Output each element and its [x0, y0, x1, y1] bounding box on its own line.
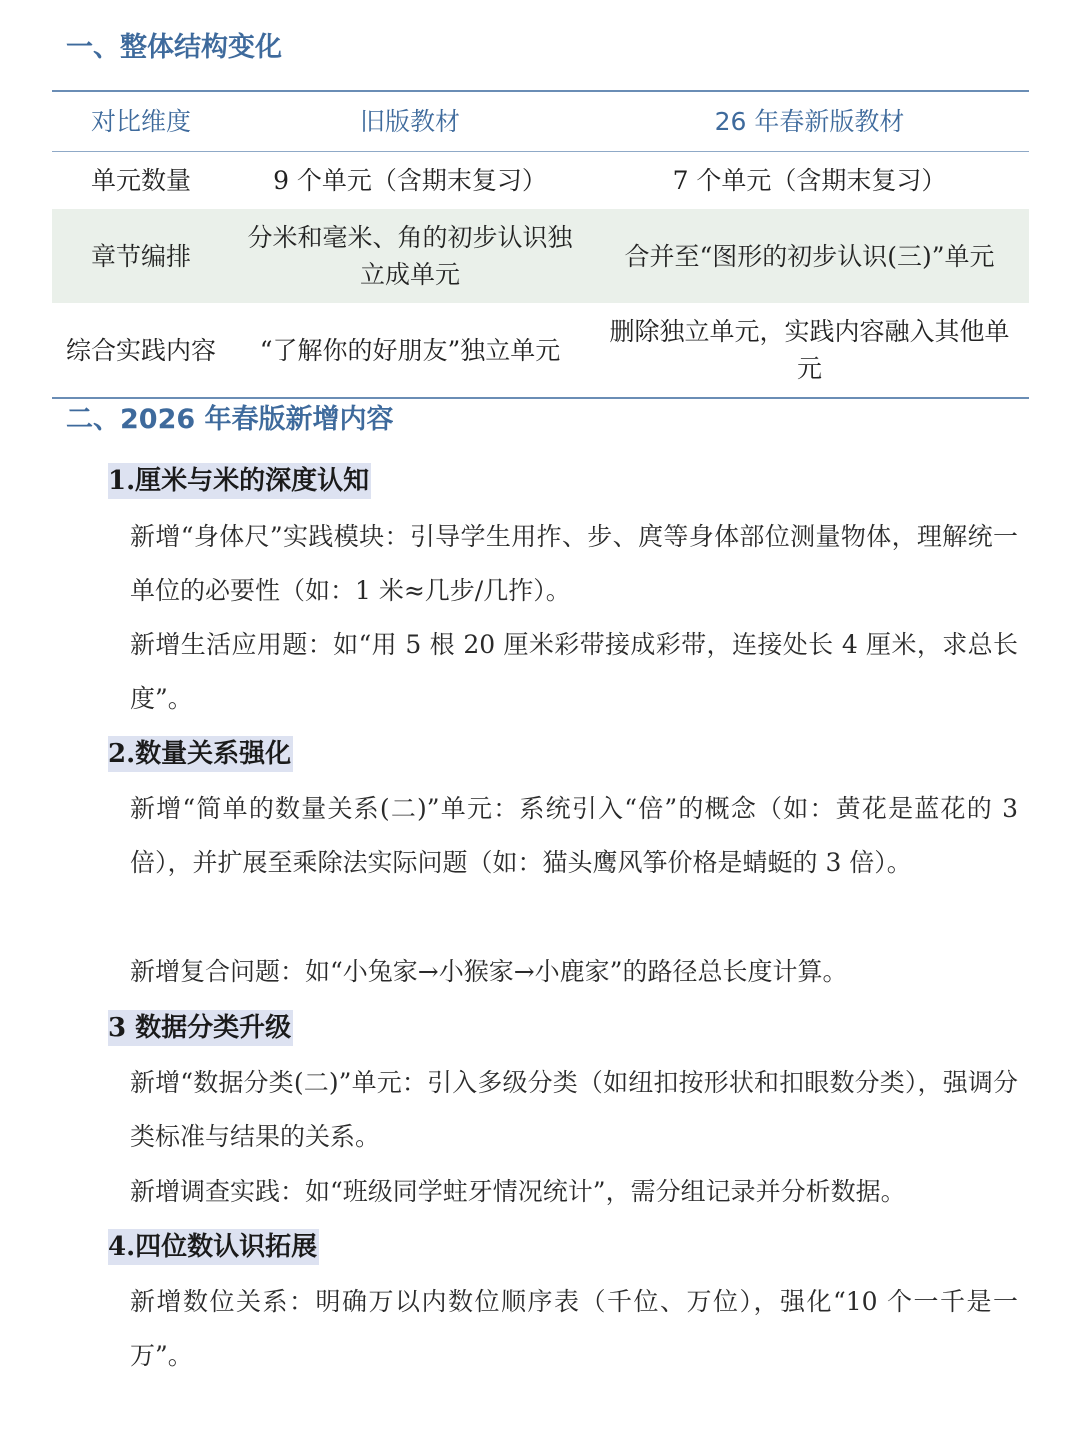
table-cell: 综合实践内容 [65, 335, 216, 365]
header-old-edition: 旧版教材 [230, 91, 590, 152]
section-title-structure: 一、整体结构变化 [66, 32, 282, 63]
header-new-edition: 26 年春新版教材 [590, 91, 1029, 152]
paragraph: 新增生活应用题：如“用 5 根 20 厘米彩带接成彩带，连接处长 4 厘米，求总长度”。 [130, 630, 1018, 713]
header-dimension: 对比维度 [52, 91, 230, 152]
table-cell: 单元数量 [90, 166, 191, 195]
table-cell: “了解你的好朋友”独立单元 [259, 335, 561, 365]
table-cell: 分米和毫米、角的初步认识独立成单元 [230, 209, 590, 303]
table-row [52, 152, 1029, 210]
table-row [52, 209, 1029, 303]
table-cell: 合并至“图形的初步认识(三)”单元 [590, 209, 1029, 303]
subheading-cm-m: 1.厘米与米的深度认知 [108, 463, 371, 499]
paragraph: 新增“简单的数量关系(二)”单元：系统引入“倍”的概念（如：黄花是蓝花的 3 倍），并扩展至乘除法实际问题（如：猫头鹰风筝价格是蜻蜓的 3 倍）。 [130, 794, 1018, 877]
paragraph: 新增调查实践：如“班级同学蛀牙情况统计”，需分组记录并分析数据。 [130, 1177, 906, 1206]
subheading-four-digit-numbers: 4.四位数认识拓展 [108, 1229, 319, 1265]
table-cell: 章节编排 [52, 209, 230, 303]
paragraph: 新增“数据分类(二)”单元：引入多级分类（如纽扣按形状和扣眼数分类），强调分类标准与结果的关系。 [130, 1068, 1018, 1151]
paragraph: 新增复合问题：如“小兔家→小猴家→小鹿家”的路径总长度计算。 [130, 957, 848, 986]
paragraph: 新增数位关系：明确万以内数位顺序表（千位、万位），强化“10 个一千是一万”。 [130, 1287, 1018, 1370]
paragraph: 新增“身体尺”实践模块：引导学生用拃、步、庹等身体部位测量物体，理解统一单位的必要性（如：1 米≈几步/几拃）。 [130, 522, 1018, 605]
table-header-row [52, 91, 1029, 152]
table-cell: 删除独立单元，实践内容融入其他单元 [609, 317, 1010, 383]
table-cell: 7 个单元（含期末复习） [672, 166, 947, 195]
table-row [52, 303, 1029, 398]
comparison-table [52, 90, 1029, 399]
subheading-data-classification: 3 数据分类升级 [108, 1010, 293, 1046]
table-cell: 9 个单元（含期末复习） [273, 166, 547, 195]
subheading-quantity-relations: 2.数量关系强化 [108, 736, 293, 772]
section-title-new-content: 二、2026 年春版新增内容 [66, 404, 394, 435]
